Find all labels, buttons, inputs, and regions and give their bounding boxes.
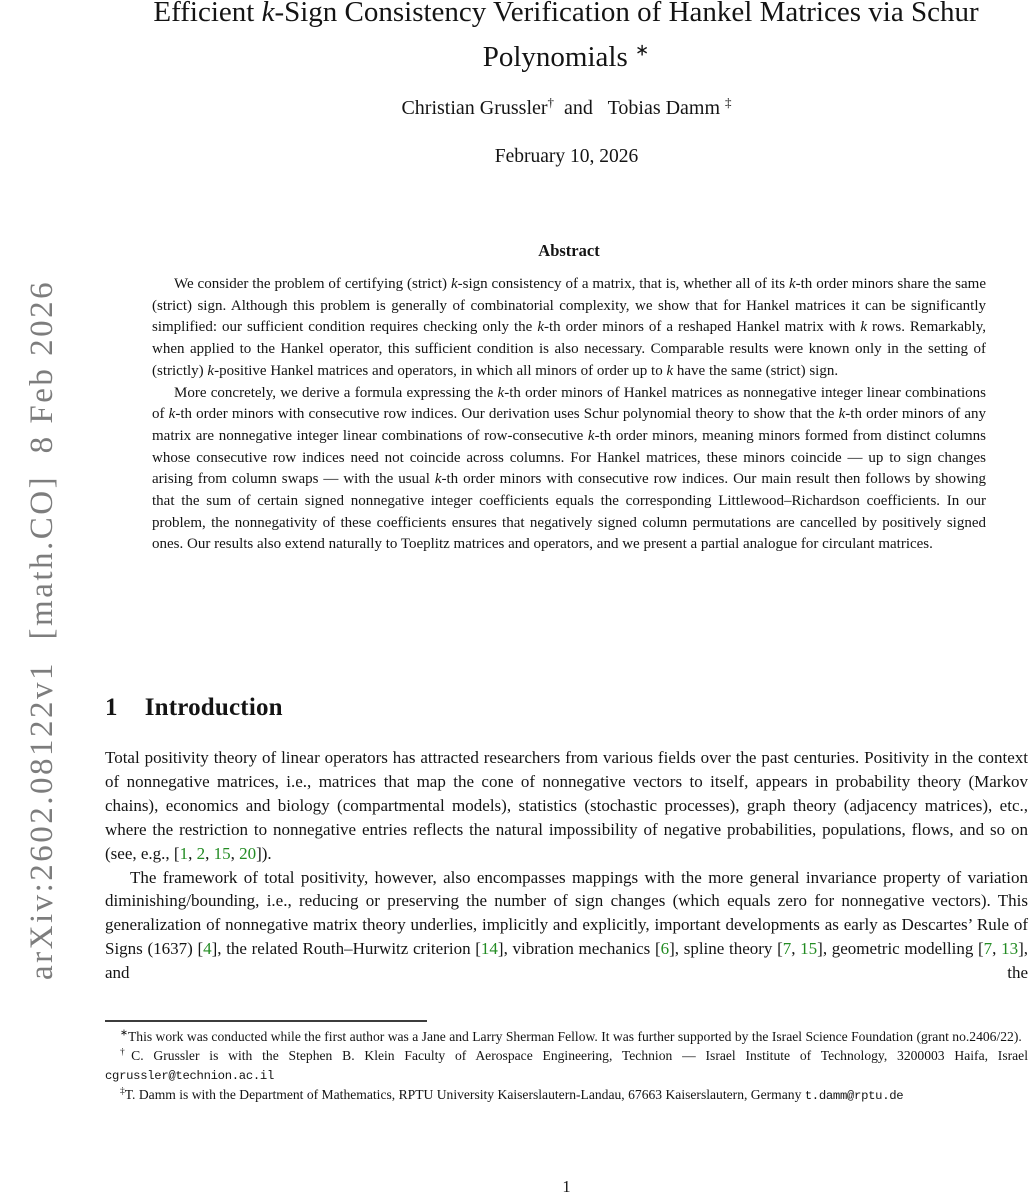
abstract-paragraph: More concretely, we derive a formula expressing the k-th order minors of Hankel matrices as nonnegative integer linear combinations of k-th order minors with consecutive row indices. Our derivation uses Schur polynomial theory to show that the k-th order minors of any matrix are nonnegative integer linear combinations of row-consecutive k-th order minors, meaning minors formed from distinct columns whose consecutive row indices need not coincide across columns. For Hankel matrices, these minors coincide — up to sign changes arising from column swaps — with the usual k-th order minors with consecutive row indices. Our main result then follows by showing that the sum of certain signed nonnegative integer coefficients equals the corresponding Littlewood–Richardson coefficients. In our problem, the nonnegativity of these coefficients ensures that negatively signed column permutations are cancelled by positively signed ones. Our results also extend naturally to Toeplitz matrices and operators, and we present a partial analogue for circulant matrices. <box>152 384 987 553</box>
footnote-marker: † <box>120 1047 132 1058</box>
arxiv-watermark: arXiv:2602.08122v1 [math.CO] 8 Feb 2026 <box>24 279 60 980</box>
footnote-marker: ∗ <box>635 40 650 60</box>
footnote: †C. Grussler is with the Stephen B. Klein Faculty of Aerospace Engineering, Technion — Israel Institute of Technology, 3200003 Haifa, Israel cgrussler@technion.ac.il <box>105 1047 1028 1083</box>
abstract-heading: Abstract <box>538 241 600 260</box>
footnote-area <box>105 1020 1028 1106</box>
citation-link[interactable]: 15 <box>213 843 231 863</box>
citation-link[interactable]: 1 <box>179 843 189 863</box>
footnote: ‡T. Damm is with the Department of Mathematics, RPTU University Kaiserslautern-Landau, 67663 Kaiserslautern, Germany t.damm@rptu.de <box>120 1086 904 1103</box>
body-paragraph: The framework of total positivity, however, also encompasses mappings with the more general invariance property of variation diminishing/bounding, i.e., reducing or preserving the number of sign changes (which equals zero for nonnegative vectors). This generalization of nonnegative matrix theory underlies, implicitly and explicitly, important developments as early as Descartes’ Rule of Signs (1637) [4], the related Routh–Hurwitz criterion [14], vibration mechanics [6], spline theory [7, 15], geometric modelling [7, 13], and the <box>105 867 1029 983</box>
footnote-marker: ‡ <box>120 1086 125 1097</box>
footnote-marker: † <box>547 94 555 110</box>
abstract-paragraph: We consider the problem of certifying (strict) k-sign consistency of a matrix, that is, whether all of its k-th order minors share the same (strict) sign. Although this problem is generally of combinatorial complexity, we show that for Hankel matrices it can be significantly simplified: our sufficient condition requires checking only the k-th order minors of a reshaped Hankel matrix with k rows. Remarkably, when applied to the Hankel operator, this sufficient condition is also necessary. Comparable results were known only in the setting of (strictly) k-positive Hankel matrices and operators, in which all minors of order up to k have the same (strict) sign. <box>152 276 987 379</box>
email-link[interactable]: t.damm@rptu.de <box>804 1088 904 1103</box>
citation-link[interactable]: 7 <box>983 939 993 959</box>
citation-link[interactable]: 4 <box>203 939 212 959</box>
body-paragraph: Total positivity theory of linear operators has attracted researchers from various fields over the past centuries. Positivity in the context of nonnegative matrices, i.e., matrices that map the cone of nonnegative vectors to itself, appears in probability theory (Markov chains), economics and biology (compartmental models), statistics (stochastic processes), graph theory (adjacency matrices), etc., where the restriction to nonnegative entries reflects the natural impossibility of negative probabilities, populations, flows, and so on (see, e.g., [1, 2, 15, 20]). <box>105 748 1028 863</box>
citation-link[interactable]: 15 <box>800 939 818 959</box>
introduction-body <box>105 746 1028 985</box>
citation-link[interactable]: 2 <box>196 843 206 863</box>
section-number: 1 <box>105 694 118 721</box>
page-number: 1 <box>562 1177 571 1196</box>
paper-title: Efficient k-Sign Consistency Verification of Hankel Matrices via Schur Polynomials ∗ <box>153 0 979 73</box>
footnote-marker: ‡ <box>725 94 732 110</box>
page-content <box>105 0 1028 1200</box>
section-title: Introduction <box>144 694 283 721</box>
authors-line: Christian Grussler† and Tobias Damm ‡ <box>401 94 732 119</box>
date-line: February 10, 2026 <box>494 146 639 167</box>
footnote: ∗This work was conducted while the first author was a Jane and Larry Sherman Fellow. It was further supported by the Israel Science Foundation (grant no.2406/22). <box>120 1028 1022 1044</box>
section-heading-introduction <box>105 694 283 722</box>
citation-link[interactable]: 13 <box>1001 939 1019 959</box>
citation-link[interactable]: 6 <box>660 939 670 959</box>
footnote-marker: ∗ <box>120 1028 128 1039</box>
abstract-block <box>152 241 986 556</box>
footnote-rule <box>105 1020 427 1022</box>
citation-link[interactable]: 7 <box>782 939 792 959</box>
citation-link[interactable]: 20 <box>239 843 257 863</box>
email-link[interactable]: cgrussler@technion.ac.il <box>105 1068 275 1083</box>
citation-link[interactable]: 14 <box>480 939 498 959</box>
